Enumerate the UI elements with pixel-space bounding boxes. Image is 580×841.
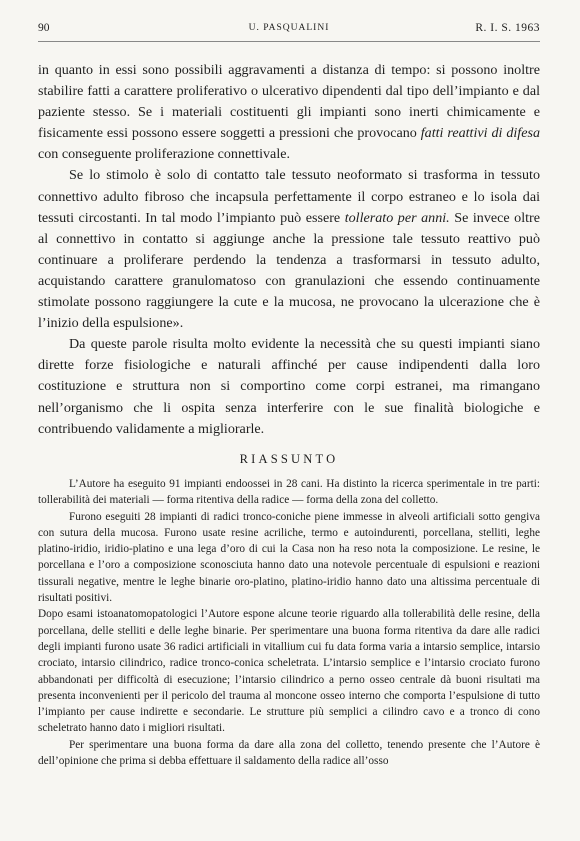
summary-heading: RIASSUNTO [239, 452, 339, 466]
paragraph-1-end: con conseguente proliferazione connettivale. [38, 146, 291, 163]
paragraph-1-emphasis: fatti reattivi di difesa [420, 125, 541, 142]
main-text [38, 60, 540, 440]
summary-paragraph-3: Dopo esami istoanatomopatologici l’Autore espone alcune teorie riguardo alla tollerabilità delle resine, della porcellana, delle stelliti e delle leghe binarie. Per sperimentare una buona forma ritentiva da dare alle radici degli impianti furono usate 36 radici artificiali in vitallium cui fu data forma varia a intarsio semplice, intarsio crociato, intarsio cilindrico, radice tronco-conica scheletrata. L’intarsio semplice e l’intarsio crociato furono abbandonati per difficoltà di esecuzione; l’intarsio cilindrico a perno osseo centrale dà buoni risultati ma presenta inconvenienti per il pericolo del trauma al moncone osseo interno che comporta l’espulsione di tutto l’impianto per cause indirette e secondarie. Le strutture più semplici a cilindro cavo e a tronco di cono scheletrato hanno dato i migliori risultati. [38, 608, 540, 735]
paragraph-3: Da queste parole risulta molto evidente la necessità che su questi impianti siano dirette forze fisiologiche e naturali affinché per cause indipendenti dalla loro costituzione e struttura non si comportino come corpi estranei, ma rimangano nell’organismo che li ospita senza interferire con le sue finalità biologiche e contribuendo validamente a migliorarle. [38, 336, 540, 437]
summary-paragraph-2: Furono eseguiti 28 impianti di radici tronco-coniche piene immesse in alveoli artificiali sotto gengiva con sutura della mucosa. Furono usate resine acriliche, termo e autoindurenti, porcellana, stelliti, leghe platino-iridio, iridio-platino e una lega d’oro di cui la Casa non ha reso nota la composizione. Le resine, le porcellana e l’oro a composizione sconosciuta hanno dato una notevole percentuale di espulsioni e reazioni tissurali negative, mentre le leghe binarie oro-platino, platino-iridio hanno dato una altissima percentuale di risultati positivi. [38, 510, 540, 605]
header-rule [38, 41, 540, 42]
summary-section [38, 476, 540, 769]
paragraph-1 [38, 60, 540, 165]
page-number: 90 [38, 22, 50, 34]
paragraph-2-end: Se invece oltre al connettivo in contatto si aggiunge anche la pressione tale tessuto reattivo può continuare a proliferare perdendo la tendenza a trasformarsi in tessuto adulto, acquistando carattere granulomatoso con granulazioni che essendo continuamente stimolate possono raggiungere la cute e la mucosa, ne provocano la ulcerazione che è l’inizio della espulsione». [38, 209, 540, 332]
paragraph-2-text: Se lo stimolo è solo di contatto tale tessuto neoformato si trasforma in tessuto connettivo adulto fibroso che incapsula perfettamente il corpo estraneo e lo isola dai tessuti circostanti. In tal modo l’impianto può essere [38, 167, 540, 226]
paragraph-2-emphasis: tollerato per anni. [344, 209, 450, 226]
running-head [38, 22, 540, 38]
summary-paragraph-1: L’Autore ha eseguito 91 impianti endoossei in 28 cani. Ha distinto la ricerca sperimentale in tre parti: tollerabilità dei materiali — forma ritentiva della radice — forma della zona del colletto. [38, 478, 540, 507]
paragraph-1-text: in quanto in essi sono possibili aggravamenti a distanza di tempo: si possono inoltre stabilire fatti a carattere proliferativo o ulcerativo dipendenti dal tipo dell’impianto e dal paziente stesso. Se i materiali costituenti gli impianti sono inerti chimicamente e fisicamente essi possono essere soggetti a pressioni che provocano [38, 62, 540, 142]
running-head-journal: R. I. S. 1963 [475, 22, 540, 34]
summary-paragraph-4: Per sperimentare una buona forma da dare alla zona del colletto, tenendo presente che l’Autore è dell’opinione che prima si debba effettuare il saldamento della radice all’osso [38, 738, 540, 768]
paragraph-2 [38, 165, 540, 334]
running-head-author: U. PASQUALINI [248, 23, 330, 33]
